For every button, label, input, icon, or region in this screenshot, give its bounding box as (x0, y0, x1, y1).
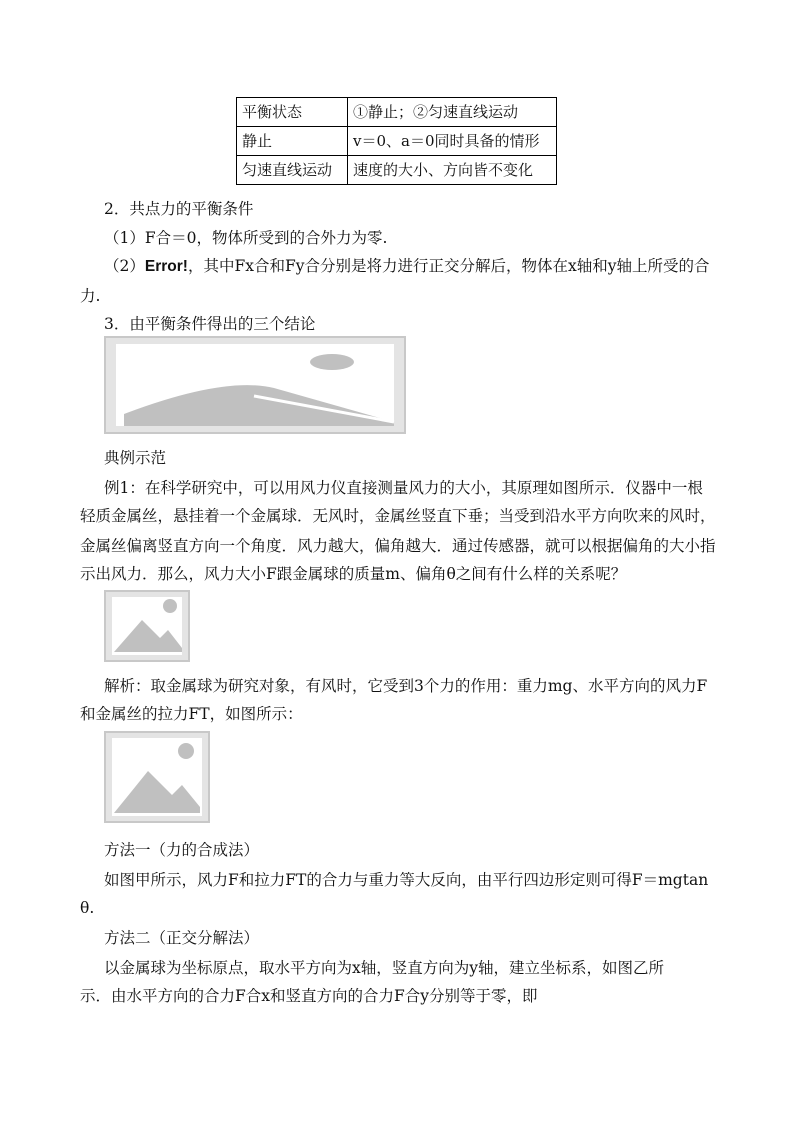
paragraph-line: 轻质金属丝，悬挂着一个金属球．无风时，金属丝竖直下垂；当受到沿水平方向吹来的风时， (80, 507, 716, 525)
paragraph-line: 以金属球为坐标原点，取水平方向为x轴，竖直方向为y轴，建立坐标系，如图乙所 (104, 959, 665, 977)
method-2-title: 方法二（正交分解法） (104, 929, 260, 947)
paragraph-line: 金属丝偏离竖直方向一个角度．风力越大，偏角越大．通过传感器，就可以根据偏角的大小指 (80, 537, 716, 555)
table-cell: 匀速直线运动 (237, 156, 348, 185)
image-placeholder-icon (104, 336, 406, 434)
image-placeholder-icon (104, 590, 190, 662)
table-row (237, 127, 557, 156)
paragraph-line: （1）F合＝0，物体所受到的合外力为零. (104, 229, 388, 247)
equilibrium-table (236, 97, 557, 185)
paragraph-line: 示．由水平方向的合力F合x和竖直方向的合力F合y分别等于零，即 (80, 987, 538, 1005)
paragraph-line: 和金属丝的拉力FT，如图所示： (80, 705, 303, 723)
table-cell: ①静止；②匀速直线运动 (348, 98, 557, 127)
paragraph-line: 如图甲所示，风力F和拉力FT的合力与重力等大反向，由平行四边形定则可得F＝mgtan (104, 871, 709, 889)
section-2-title: 2．共点力的平衡条件 (104, 200, 254, 218)
paragraph-line: 示出风力．那么，风力大小F跟金属球的质量m、偏角θ之间有什么样的关系呢？ (80, 565, 627, 583)
section-3-title: 3．由平衡条件得出的三个结论 (104, 315, 316, 333)
text-span: ，其中Fx合和Fy合分别是将力进行正交分解后，物体在x轴和y轴上所受的合 (187, 257, 710, 275)
table-cell: 平衡状态 (237, 98, 348, 127)
image-placeholder-icon (104, 731, 210, 823)
text-span: （2） (104, 257, 145, 275)
paragraph-line: 解析：取金属球为研究对象，有风时，它受到3个力的作用：重力mg、水平方向的风力F (104, 677, 708, 695)
paragraph-line: 例1：在科学研究中，可以用风力仪直接测量风力的大小，其原理如图所示．仪器中一根 (104, 479, 703, 497)
example-heading: 典例示范 (104, 449, 167, 467)
table-cell: v＝0、a＝0同时具备的情形 (348, 127, 557, 156)
paragraph-line (104, 256, 709, 277)
paragraph-line: 力. (80, 287, 101, 305)
method-1-title: 方法一（力的合成法） (104, 841, 260, 859)
table-row (237, 156, 557, 185)
paragraph-line: θ. (80, 899, 95, 917)
table-row (237, 98, 557, 127)
error-field: Error! (144, 258, 188, 275)
table-cell: 速度的大小、方向皆不变化 (348, 156, 557, 185)
table-cell: 静止 (237, 127, 348, 156)
